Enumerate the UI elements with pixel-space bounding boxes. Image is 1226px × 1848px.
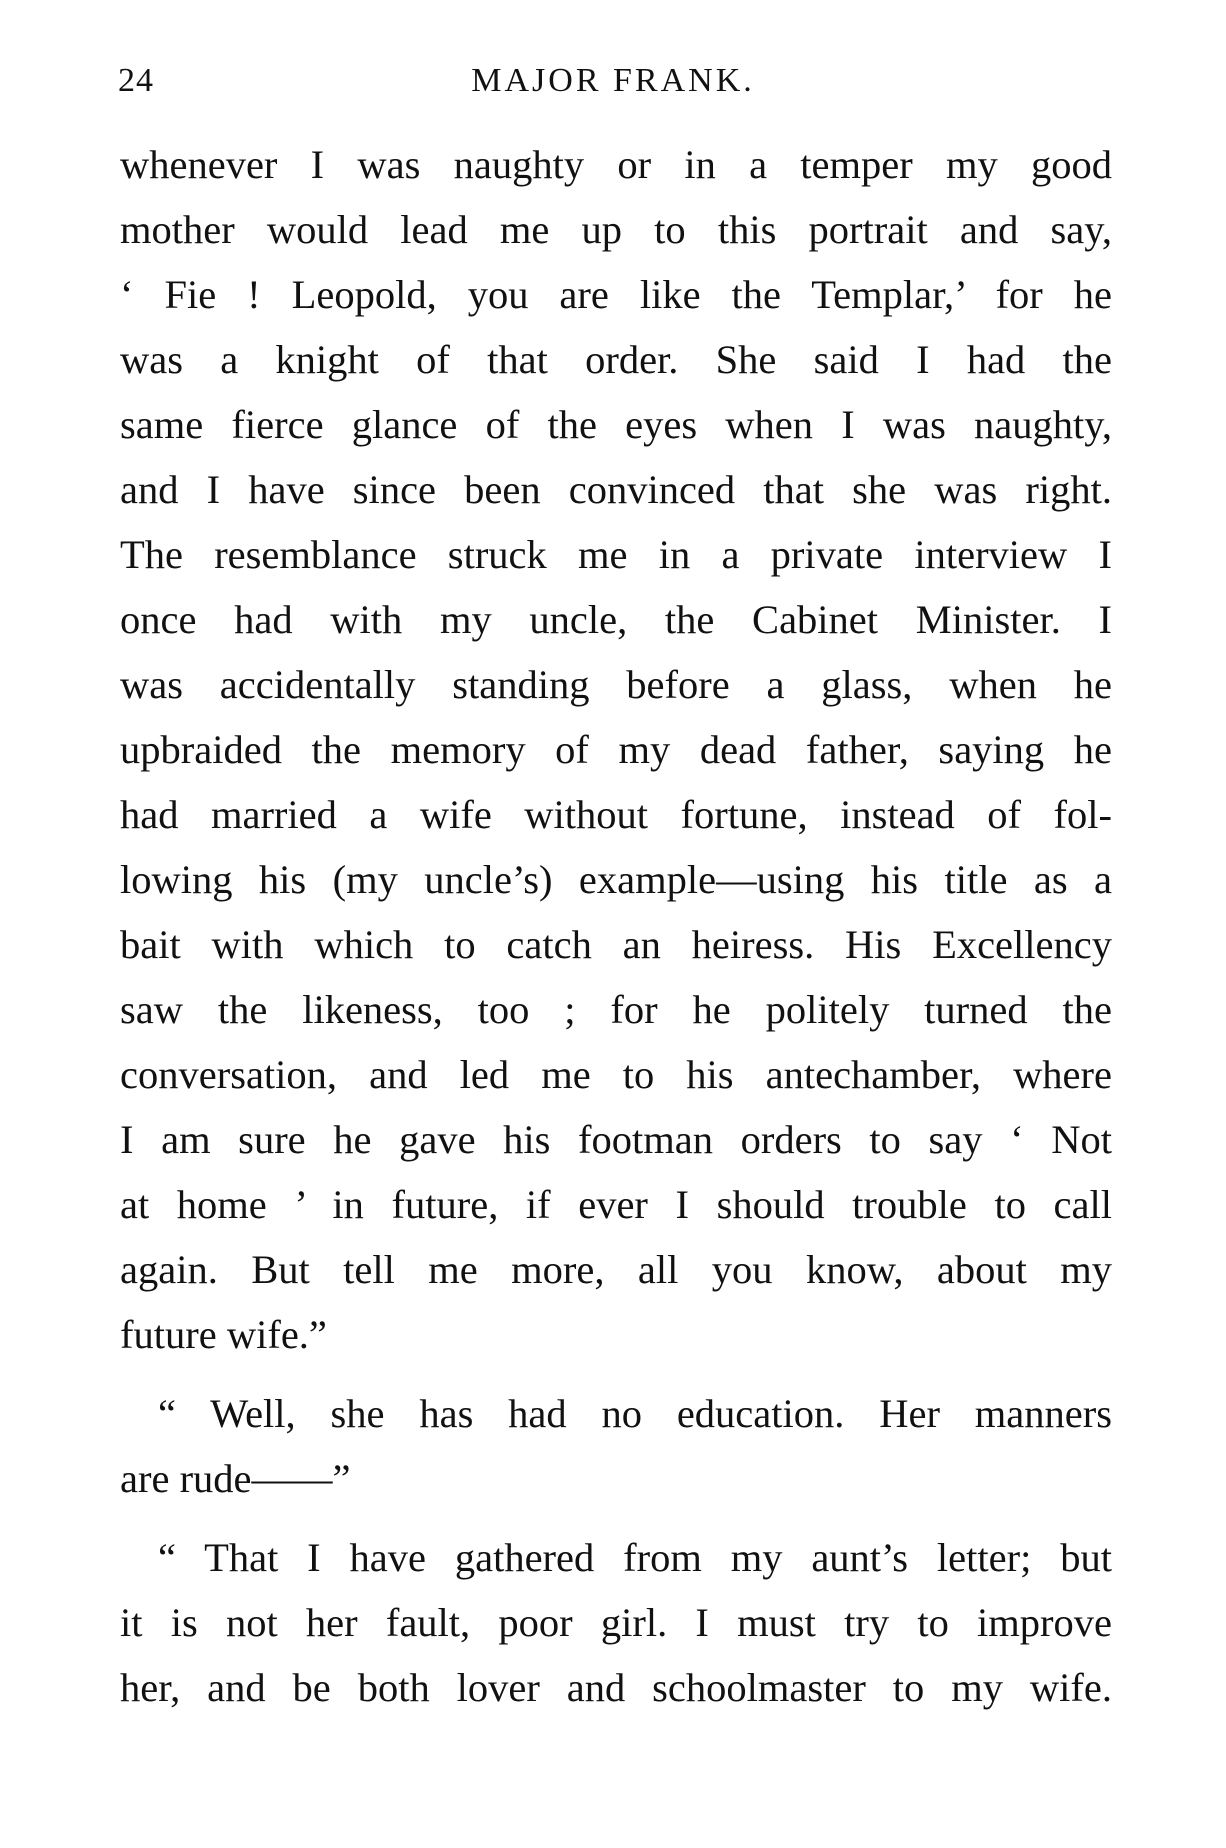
text-line: upbraided the memory of my dead father, saying he <box>120 727 1112 772</box>
paragraph <box>120 1525 1112 1590</box>
paragraph-continuation <box>120 1446 1112 1511</box>
paragraph-continuation <box>120 1590 1112 1720</box>
text-line: are rude——” <box>120 1456 351 1501</box>
running-title: MAJOR FRANK. <box>471 62 755 99</box>
paragraph <box>120 132 1112 1367</box>
text-line: again. But tell me more, all you know, about my <box>120 1247 1112 1292</box>
text-line: ‘ Fie ! Leopold, you are like the Templar,’ for he <box>120 272 1112 317</box>
paragraph <box>120 1381 1112 1446</box>
text-line: I am sure he gave his footman orders to say ‘ Not <box>120 1117 1112 1162</box>
paragraph-gap <box>120 1511 1112 1525</box>
text-line: “ That I have gathered from my aunt’s letter; but <box>158 1535 1112 1580</box>
paragraph-gap <box>120 1367 1112 1381</box>
text-line: had married a wife without fortune, instead of fol- <box>120 792 1112 837</box>
text-line: “ Well, she has had no education. Her manners <box>158 1391 1112 1436</box>
text-line: whenever I was naughty or in a temper my good <box>120 142 1112 187</box>
text-line: future wife.” <box>120 1312 327 1357</box>
text-line: lowing his (my uncle’s) example—using his title as a <box>120 857 1112 902</box>
text-line: it is not her fault, poor girl. I must try to improve <box>120 1600 1112 1645</box>
text-line: saw the likeness, too ; for he politely turned the <box>120 987 1112 1032</box>
text-line: conversation, and led me to his antechamber, where <box>120 1052 1112 1097</box>
text-line: bait with which to catch an heiress. His Excellency <box>120 922 1112 967</box>
text-line: same fierce glance of the eyes when I was naughty, <box>120 402 1112 447</box>
text-line: once had with my uncle, the Cabinet Minister. I <box>120 597 1112 642</box>
body-text <box>120 132 1112 1720</box>
text-line: her, and be both lover and schoolmaster to my wife. <box>120 1665 1112 1710</box>
text-line: was a knight of that order. She said I had the <box>120 337 1112 382</box>
page-number: 24 <box>118 62 154 99</box>
text-line: at home ’ in future, if ever I should trouble to call <box>120 1182 1112 1227</box>
text-line: mother would lead me up to this portrait and say, <box>120 207 1112 252</box>
text-line: The resemblance struck me in a private interview I <box>120 532 1112 577</box>
text-line: and I have since been convinced that she was right. <box>120 467 1112 512</box>
text-line: was accidentally standing before a glass, when he <box>120 662 1112 707</box>
